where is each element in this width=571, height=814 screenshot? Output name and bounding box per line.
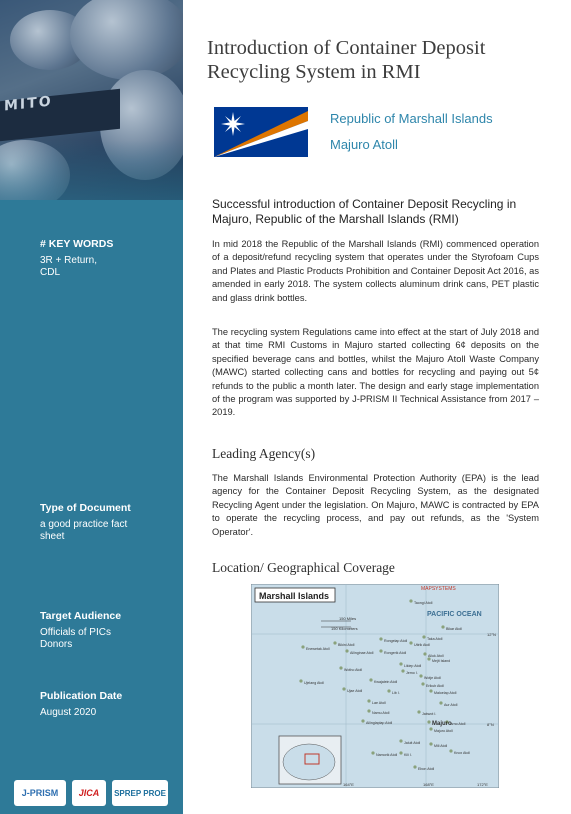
atoll-marker	[369, 678, 372, 681]
graticule-label: 172°E	[477, 782, 488, 787]
sidebar	[0, 0, 183, 814]
atoll-marker	[361, 719, 364, 722]
atoll-label: Jabwot I.	[422, 712, 437, 716]
atoll-marker	[429, 689, 432, 692]
atoll-marker	[409, 599, 412, 602]
atoll-label: Bikar Atoll	[446, 627, 462, 631]
atoll-marker	[379, 637, 382, 640]
atoll-name: Majuro Atoll	[330, 137, 398, 152]
atoll-marker	[345, 649, 348, 652]
sprep-logo: SPREP PROE	[112, 780, 168, 806]
atoll-label: Bikini Atoll	[338, 643, 355, 647]
atoll-marker	[367, 709, 370, 712]
atoll-marker	[429, 742, 432, 745]
atoll-label: Kwajalein Atoll	[374, 680, 398, 684]
atoll-label: Mili Atoll	[434, 744, 448, 748]
atoll-label: Arno Atoll	[450, 722, 466, 726]
atoll-label: Majuro Atoll	[434, 729, 453, 733]
atoll-marker	[301, 645, 304, 648]
atoll-marker	[429, 727, 432, 730]
atoll-label: Kili I.	[404, 753, 412, 757]
atoll-marker	[423, 652, 426, 655]
audience-line: Officials of PICs	[40, 627, 111, 638]
atoll-label: Namorik Atoll	[376, 753, 398, 757]
atoll-marker	[387, 689, 390, 692]
atoll-label: Namu Atoll	[372, 711, 390, 715]
atoll-marker	[399, 751, 402, 754]
atoll-label: Utirik Atoll	[414, 643, 430, 647]
jica-logo: JICA	[72, 780, 106, 806]
publication-block	[40, 690, 170, 719]
audience-block	[40, 610, 170, 651]
section-heading-agency: Leading Agency(s)	[212, 446, 316, 461]
graticule-label: 8°N	[487, 722, 494, 727]
atoll-label: Majuro	[432, 721, 452, 727]
jprism-logo: J-PRISM	[14, 780, 66, 806]
can-pile	[70, 0, 183, 80]
atoll-label: Jaluit Atoll	[404, 741, 421, 745]
atoll-label: Mejit Island	[432, 659, 451, 663]
marshall-islands-map	[251, 584, 499, 788]
atoll-marker	[339, 666, 342, 669]
document-type-heading: Type of Document	[40, 502, 131, 514]
atoll-marker	[333, 641, 336, 644]
keywords-text: 3R + Return, CDL	[40, 255, 97, 278]
lead-heading: Successful introduction of Container Deposit Recycling in Majuro, Republic of the Marshall Islands (RMI)	[212, 197, 517, 226]
map-title: Marshall Islands	[259, 591, 330, 601]
atoll-label: Maloelap Atoll	[434, 691, 457, 695]
atoll-marker	[399, 739, 402, 742]
map-brand: MAPSYSTEMS	[421, 586, 456, 592]
intro-paragraph: In mid 2018 the Republic of the Marshall Islands (RMI) commenced operation of a deposit/refund recycling system that operates under the Styrofoam Cups and Plates and Plastic Products Prohibition and Container Deposit Act 2016, as amended in early 2018. The system collects aluminum drink cans, PET plastic and glass drink bottles.	[212, 239, 539, 303]
graticule-label: 164°E	[343, 782, 354, 787]
photo-fade	[0, 140, 183, 200]
scale-miles: 150 Miles	[339, 616, 357, 621]
atoll-label: Jemo I.	[406, 671, 418, 675]
partner-logos	[14, 780, 168, 806]
keywords-heading: # KEY WORDS	[40, 238, 114, 250]
atoll-label: Taka Atoll	[427, 637, 443, 641]
publication-date: August 2020	[40, 707, 97, 718]
atoll-label: Ailuk Atoll	[428, 654, 444, 658]
atoll-marker	[401, 669, 404, 672]
atoll-label: Ailinglaplap Atoll	[366, 721, 393, 725]
graticule-label: 12°N	[487, 632, 496, 637]
atoll-marker	[399, 662, 402, 665]
marshall-islands-flag	[214, 107, 308, 157]
atoll-marker	[419, 674, 422, 677]
atoll-marker	[299, 679, 302, 682]
atoll-marker	[371, 751, 374, 754]
atoll-marker	[439, 701, 442, 704]
audience-heading: Target Audience	[40, 610, 122, 622]
atoll-marker	[427, 720, 430, 723]
agency-paragraph: The Marshall Islands Environmental Protection Authority (EPA) is the lead agency for the Container Deposit Recycling System, as the designated Recycling Agent under the legislation. On Majuro, MAWC is contracted by EPA to operate the recycling process, and pay out refunds, as the 'System Operator'.	[212, 473, 539, 537]
atoll-label: Enewetak Atoll	[306, 647, 330, 651]
atoll-label: Rongerik Atoll	[384, 651, 407, 655]
atoll-marker	[379, 649, 382, 652]
keywords-block	[40, 238, 170, 279]
atoll-label: Taongi Atoll	[414, 601, 433, 605]
atoll-label: Rongelap Atoll	[384, 639, 408, 643]
machine-lettering: MITO	[4, 93, 53, 115]
scale-km: 150 Kilometers	[331, 626, 358, 631]
atoll-label: Erikub Atoll	[426, 684, 444, 688]
atoll-marker	[409, 641, 412, 644]
graticule-label: 168°E	[423, 782, 434, 787]
atoll-label: Lib I.	[392, 691, 400, 695]
atoll-label: Ujae Atoll	[347, 689, 363, 693]
atoll-label: Wotje Atoll	[424, 676, 441, 680]
atoll-label: Ebon Atoll	[418, 767, 435, 771]
atoll-marker	[417, 710, 420, 713]
country-name: Republic of Marshall Islands	[330, 111, 493, 126]
atoll-marker	[441, 625, 444, 628]
atoll-marker	[342, 687, 345, 690]
page-title: Introduction of Container Deposit Recycling System in RMI	[207, 37, 486, 83]
atoll-label: Wotho Atoll	[344, 668, 363, 672]
publication-heading: Publication Date	[40, 690, 123, 702]
section-heading-location: Location/ Geographical Coverage	[212, 560, 395, 575]
atoll-label: Ailinginae Atoll	[350, 651, 374, 655]
atoll-label: Ujelang Atoll	[304, 681, 324, 685]
ocean-label: PACIFIC OCEAN	[427, 611, 482, 618]
document-type-text: a good practice fact sheet	[40, 519, 128, 542]
atoll-marker	[421, 682, 424, 685]
atoll-marker	[422, 635, 425, 638]
document-type-block	[40, 502, 170, 543]
atoll-marker	[367, 699, 370, 702]
atoll-marker	[413, 765, 416, 768]
atoll-label: Likiep Atoll	[404, 664, 422, 668]
atoll-label: Aur Atoll	[444, 703, 458, 707]
atoll-label: Lae Atoll	[372, 701, 386, 705]
audience-line: Donors	[40, 639, 73, 650]
atoll-label: Knox Atoll	[454, 751, 470, 755]
regulations-paragraph: The recycling system Regulations came into effect at the start of July 2018 and at that time RMI Customs in Majuro started collecting 6¢ deposits on the specified beverage cans and bottles, whilst the Majuro Atoll Waste Company (MAWC) started collecting cans and bottles for recycling and paying out 5¢ refunds to the public a month later. The design and early stage implementation of the program was supported by J-PRISM II Technical Assistance from 2017 – 2019.	[212, 327, 539, 418]
recycling-photo	[0, 0, 183, 200]
atoll-marker	[449, 749, 452, 752]
